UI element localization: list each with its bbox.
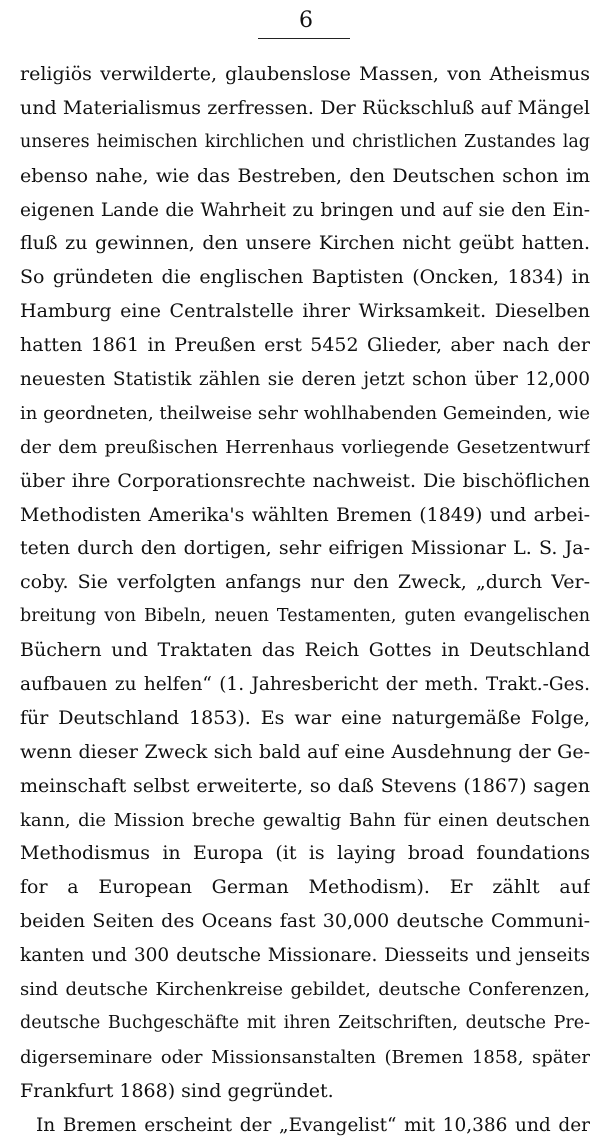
text-line: fluß zu gewinnen, den unsere Kirchen nicht geübt hatten. — [20, 232, 590, 255]
text-line: unseres heimischen kirchlichen und christlichen Zustandes lag — [20, 131, 590, 152]
text-line: teten durch den dortigen, sehr eifrigen Missionar L. S. Ja- — [20, 537, 590, 560]
text-line: über ihre Corporationsrechte nachweist. Die bischöflichen — [20, 469, 590, 492]
text-line: breitung von Bibeln, neuen Testamenten, guten evangelischen — [20, 606, 590, 627]
text-line: deutsche Buchgeschäfte mit ihren Zeitschriften, deutsche Pre- — [20, 1012, 590, 1033]
text-line: Methodismus in Europa (it is laying broad foundations — [20, 842, 590, 865]
text-line: ebenso nahe, wie das Bestreben, den Deutschen schon im — [20, 164, 590, 187]
text-line: beiden Seiten des Oceans fast 30,000 deutsche Communi- — [20, 910, 590, 933]
text-line: aufbauen zu helfen“ (1. Jahresbericht der meth. Trakt.-Ges. — [20, 674, 590, 696]
text-line: sind deutsche Kirchenkreise gebildet, deutsche Conferenzen, — [20, 979, 590, 1001]
text-line: coby. Sie verfolgten anfangs nur den Zweck, „durch Ver- — [20, 571, 590, 594]
text-line: in geordneten, theilweise sehr wohlhabenden Gemeinden, wie — [20, 402, 590, 424]
text-line: religiös verwilderte, glaubenslose Massen, von Atheismus — [20, 63, 590, 85]
text-line: kann, die Mission breche gewaltig Bahn für einen deutschen — [20, 809, 590, 831]
text-line: Büchern und Traktaten das Reich Gottes in Deutschland — [20, 639, 590, 662]
text-line: Hamburg eine Centralstelle ihrer Wirksamkeit. Dieselben — [20, 300, 590, 323]
text-line: digerseminare oder Missionsanstalten (Bremen 1858, später — [20, 1046, 590, 1068]
text-line: kanten und 300 deutsche Missionare. Diesseits und jenseits — [20, 945, 590, 967]
text-line: meinschaft selbst erweiterte, so daß Stevens (1867) sagen — [20, 774, 590, 797]
text-line: Methodisten Amerika's wählten Bremen (1849) und arbei- — [20, 503, 590, 526]
text-line: for a European German Methodism). Er zählt auf — [20, 876, 590, 899]
text-line: So gründeten die englischen Baptisten (Oncken, 1834) in — [20, 266, 590, 289]
text-line: eigenen Lande die Wahrheit zu bringen und auf sie den Ein- — [20, 199, 590, 221]
text-line: neuesten Statistik zählen sie deren jetzt schon über 12,000 — [20, 369, 590, 391]
text-line: wenn dieser Zweck sich bald auf eine Ausdehnung der Ge- — [20, 740, 590, 763]
header-rule — [258, 38, 350, 39]
text-line: für Deutschland 1853). Es war eine naturgemäße Folge, — [20, 706, 590, 729]
text-line: und Materialismus zerfressen. Der Rückschluß auf Mängel — [20, 96, 590, 119]
page-number: 6 — [299, 8, 313, 33]
body-text — [20, 58, 590, 1143]
text-line: hatten 1861 in Preußen erst 5452 Glieder, aber nach der — [20, 334, 590, 357]
text-line: Frankfurt 1868) sind gegründet. — [20, 1079, 334, 1102]
text-line: der dem preußischen Herrenhaus vorliegende Gesetzentwurf — [20, 436, 590, 458]
text-line: In Bremen erscheint der „Evangelist“ mit 10,386 und der — [36, 1114, 590, 1136]
